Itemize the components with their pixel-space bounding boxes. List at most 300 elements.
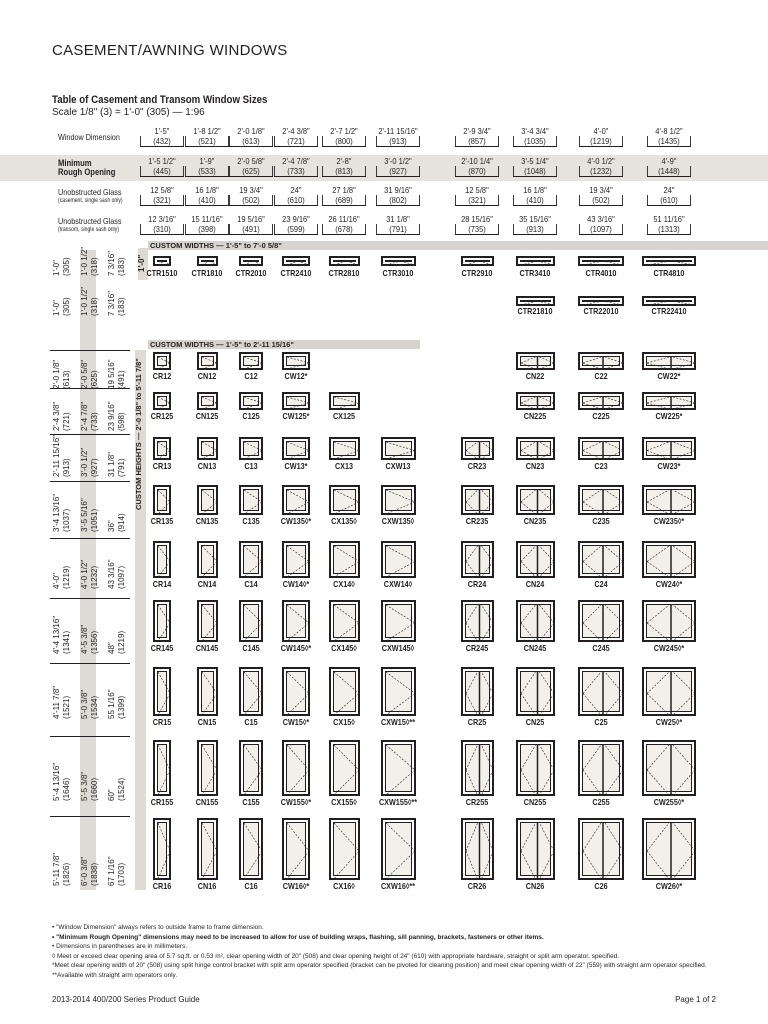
sash-operation-lines [518,820,557,882]
swing-line [521,745,536,770]
window-unit [578,600,624,642]
window-unit [329,485,360,515]
swing-line [605,397,623,403]
window-label: CW23* [657,461,681,471]
swing-line [158,261,164,265]
window-label: CX145◊ [331,643,357,653]
swing-line [158,851,170,879]
window-label: CN13 [197,461,217,471]
dimension-label: 1'-0" [52,260,61,276]
row-label-unob-casement [58,188,123,206]
sash-operation-lines [383,258,418,268]
window-label: CN135 [195,516,219,526]
window-label: C155 [242,797,260,807]
dimension-label: 23 9/16" [107,401,116,431]
window-label: C225 [592,411,610,421]
dimension-label: 5'-11 7/8" [52,852,61,886]
row-divider [50,538,130,539]
swing-line [466,261,480,265]
window-label: CW125* [282,411,310,421]
swing-line [583,672,601,694]
header-cell [579,214,623,235]
swing-line [605,502,623,514]
header-value: 19 3/4" [589,185,613,195]
window-label: CTR2010 [235,268,267,278]
row-divider [50,663,130,664]
header-metric: (445) [140,166,184,177]
dimension-label: (1219) [117,630,126,654]
sash-operation-lines [155,439,173,462]
window-unit [642,352,696,370]
swing-line [386,770,415,795]
swing-line [202,823,217,851]
sash-operation-lines [331,820,362,882]
header-cell [229,185,273,206]
swing-line [334,442,359,451]
window-label: CR24 [467,579,487,589]
footer-right: Page 1 of 2 [675,995,716,1004]
swing-line [521,562,536,578]
window-label: CTR2410 [280,268,312,278]
swing-line [287,672,309,694]
swing-line [334,694,359,716]
swing-line [466,562,478,578]
swing-line [244,261,253,265]
sash-operation-lines [383,669,418,718]
header-metric: (735) [455,224,499,235]
window-unit [153,437,171,460]
swing-line [605,442,623,451]
swing-line [287,403,309,409]
window-label: C125 [242,411,260,421]
dimension-label: 4'-0" [52,573,61,589]
row-divider [50,598,130,599]
window-unit [381,600,416,642]
row-label-unob-transom [58,217,121,235]
header-metric: (927) [376,166,420,177]
window-unit [381,541,416,578]
sash-operation-lines [463,439,496,462]
window-unit [329,437,360,460]
sash-operation-lines [518,602,557,644]
sash-operation-lines [284,354,312,372]
sash-operation-lines [644,258,698,268]
header-cell [229,156,273,177]
header-metric: (533) [185,166,229,177]
dimension-label: (183) [117,297,126,316]
header-cell [376,126,420,147]
swing-line [673,745,695,770]
swing-line [202,770,217,795]
window-unit [197,600,218,642]
swing-line [481,823,493,851]
header-value: 24" [663,185,675,195]
header-metric: (802) [376,195,420,206]
swing-line [583,770,601,795]
swing-line [647,546,669,562]
sash-operation-lines [463,669,496,718]
swing-line [158,745,170,770]
swing-line [647,672,669,694]
dimension-label: (913) [62,458,71,477]
window-label: C23 [594,461,608,471]
row-label-unob-transom-text: Unobstructed Glass [58,216,122,226]
swing-line [334,502,359,514]
window-label: CTR2910 [461,268,493,278]
swing-line [287,623,309,641]
header-metric: (1313) [647,224,691,235]
header-value: 2'-9 3/4" [463,126,491,136]
table-title: Table of Casement and Transom Window Sizes [52,94,268,106]
window-label: CTR3410 [519,268,551,278]
window-unit [197,256,218,266]
header-value: 3'-4 3/4" [521,126,549,136]
swing-line [539,623,554,641]
row-label-min-rough: Minimum Rough Opening [58,158,116,177]
window-unit [282,392,310,410]
row-divider [50,736,130,737]
swing-line [244,623,262,641]
swing-line [202,451,217,460]
window-unit [197,352,218,370]
window-unit [239,437,263,460]
sash-operation-lines [199,487,220,517]
swing-line [334,823,359,851]
swing-line [521,623,536,641]
window-unit [329,392,360,410]
swing-line [334,605,359,623]
header-metric: (800) [322,136,366,147]
window-label: CX125 [332,411,356,421]
sash-operation-lines [241,258,265,268]
swing-line [386,745,415,770]
header-metric: (521) [185,136,229,147]
swing-line [583,502,601,514]
swing-line [583,261,603,265]
window-label: CN15 [197,717,217,727]
custom-widths-1: CUSTOM WIDTHS — 1'-5" to 7'-0 5/8" [148,241,768,250]
swing-line [647,403,669,409]
window-unit [461,600,494,642]
swing-line [202,502,217,514]
sash-operation-lines [463,258,496,268]
header-cell [579,185,623,206]
header-cell [185,156,229,177]
swing-line [539,562,554,578]
window-unit [642,541,696,578]
row-divider [50,388,130,389]
window-label: CR145 [150,643,174,653]
swing-line [466,694,478,716]
header-cell [274,185,318,206]
swing-line [202,745,217,770]
header-cell [455,214,499,235]
swing-line [673,605,695,623]
swing-line [583,397,601,403]
swing-line [158,451,170,460]
swing-line [583,490,601,502]
header-value: 1'-8 1/2" [193,126,221,136]
swing-line [244,823,262,851]
window-label: CR23 [467,461,487,471]
swing-line [583,694,601,716]
header-metric: (599) [274,224,318,235]
sash-operation-lines [241,439,265,462]
swing-line [287,694,309,716]
window-unit [239,818,263,880]
dimension-label: (733) [90,412,99,431]
window-unit [381,256,416,266]
swing-line [244,694,262,716]
swing-line [334,546,359,562]
window-label: C14 [244,579,258,589]
header-value: 26 11/16" [328,214,360,224]
dimension-label: 4'-5 3/8" [80,624,89,654]
row-divider [50,350,130,351]
window-label: CTR2810 [328,268,360,278]
header-metric: (857) [455,136,499,147]
swing-line [647,623,669,641]
swing-line [521,672,536,694]
window-label: CW16◊* [282,881,310,891]
sash-operation-lines [644,742,698,798]
sash-operation-lines [580,394,626,412]
swing-line [521,451,536,460]
sash-operation-lines [199,602,220,644]
swing-line [605,605,623,623]
dimension-label: 6'-0 3/8" [80,856,89,886]
window-unit [642,256,696,266]
window-unit [381,818,416,880]
window-unit [282,667,310,716]
header-metric: (398) [185,224,229,235]
swing-line [647,357,669,363]
window-unit [461,541,494,578]
window-unit [578,437,624,460]
window-unit [329,600,360,642]
window-unit [516,818,555,880]
window-unit [578,740,624,796]
dimension-label: (1703) [117,862,126,886]
swing-line [334,745,359,770]
swing-line [537,261,554,265]
window-unit [461,667,494,716]
window-unit [516,541,555,578]
window-label: CN235 [523,516,547,526]
window-label: CX155◊ [331,797,357,807]
window-label: CW24◊* [655,579,683,589]
sash-operation-lines [155,742,173,798]
header-metric: (610) [274,195,318,206]
swing-line [481,562,493,578]
sash-operation-lines [383,439,418,462]
swing-line [386,261,401,265]
swing-line [583,823,601,851]
header-value: 19 5/16" [237,214,265,224]
dimension-label: (1232) [90,565,99,589]
window-label: CR14 [152,579,172,589]
swing-line [287,451,309,460]
swing-line [202,363,217,369]
sash-operation-lines [199,258,220,268]
swing-line [386,694,415,716]
swing-line [481,623,493,641]
dimension-label: (1826) [62,862,71,886]
window-unit [197,437,218,460]
header-metric: (733) [274,166,318,177]
header-cell [647,214,691,235]
dimension-label: 31 1/8" [107,451,116,477]
window-unit [578,667,624,716]
swing-line [521,363,536,369]
swing-line [158,442,170,451]
sash-operation-lines [241,543,265,580]
header-cell [274,126,318,147]
swing-line [287,546,309,562]
swing-line [386,502,415,514]
header-cell [455,185,499,206]
sash-operation-lines [580,669,626,718]
dimension-label: (721) [62,412,71,431]
swing-line [346,261,359,265]
window-unit [642,818,696,880]
swing-line [202,605,217,623]
swing-line [466,605,478,623]
header-cell [140,185,184,206]
swing-line [287,502,309,514]
swing-line [673,672,695,694]
header-cell [455,156,499,177]
swing-line [466,851,478,879]
swing-line [583,451,601,460]
sash-operation-lines [518,669,557,718]
swing-line [647,397,669,403]
swing-line [647,490,669,502]
footer-left: 2013-2014 400/200 Series Product Guide [52,995,200,1004]
swing-line [158,605,170,623]
swing-line [521,502,536,514]
sash-operation-lines [383,602,418,644]
swing-line [202,694,217,716]
window-unit [239,256,263,266]
window-unit [153,256,171,266]
header-metric: (791) [376,224,420,235]
swing-line [244,605,262,623]
swing-line [287,442,309,451]
swing-line [386,442,415,451]
dimension-label: (491) [117,370,126,389]
swing-line [287,397,309,403]
window-label: CR16 [152,881,172,891]
header-value: 4'-0" [593,126,609,136]
dimension-label: 1'-0 1/2" [80,286,89,316]
swing-line [583,301,603,305]
swing-line [647,605,669,623]
row-label-unob-casement-text: Unobstructed Glass [58,187,122,197]
header-cell [322,156,366,177]
swing-line [673,770,695,795]
swing-line [202,490,217,502]
window-label: CN24 [525,579,545,589]
sash-operation-lines [155,602,173,644]
swing-line [647,823,669,851]
swing-line [466,490,478,502]
dimension-label: 3'-5 5/16" [80,498,89,532]
header-value: 2'-0 5/8" [237,156,265,166]
window-unit [239,485,263,515]
swing-line [466,451,478,460]
window-unit [282,818,310,880]
header-value: 1'-9" [199,156,215,166]
sash-operation-lines [331,669,362,718]
swing-line [158,357,170,363]
sash-operation-lines [644,354,698,372]
window-label: CR255 [465,797,489,807]
window-unit [516,600,555,642]
header-cell [579,126,623,147]
header-value: 12 5/8" [465,185,489,195]
window-unit [329,740,360,796]
swing-line [466,623,478,641]
footnote: ◊ Meet or exceed clear opening area of 5.7 sq.ft. or 0.53 m², clear opening width of 20" (508) and clear opening height of 24" (610) with appropriate hardware, straight or split arm operator, specified. [52,952,620,960]
sash-operation-lines [331,543,362,580]
dimension-label: 43 3/16" [107,559,116,589]
window-unit [516,352,555,370]
swing-line [671,301,695,305]
window-unit [578,392,624,410]
header-value: 35 15/16" [519,214,551,224]
window-label: CXW145◊ [381,643,415,653]
swing-line [466,546,478,562]
swing-line [673,562,695,578]
window-label: CX135◊ [331,516,357,526]
header-cell [376,185,420,206]
swing-line [244,357,262,363]
header-value: 16 1/8" [195,185,219,195]
swing-line [647,694,669,716]
swing-line [466,502,478,514]
window-unit [239,600,263,642]
header-value: 16 1/8" [523,185,547,195]
swing-line [605,363,623,369]
window-label: CN125 [195,411,219,421]
sash-operation-lines [644,820,698,882]
swing-line [603,301,623,305]
dimension-label: 7 3/16" [107,290,116,316]
header-metric: (310) [140,224,184,235]
swing-line [287,261,298,265]
sash-operation-lines [199,669,220,718]
header-cell [376,214,420,235]
swing-line [244,403,262,409]
sash-operation-lines [644,487,698,517]
swing-line [287,562,309,578]
swing-line [202,442,217,451]
window-unit [282,740,310,796]
swing-line [386,546,415,562]
swing-line [605,745,623,770]
sash-operation-lines [284,602,312,644]
header-value: 2'-8" [336,156,352,166]
dimension-label: (1534) [90,695,99,719]
swing-line [647,502,669,514]
swing-line [539,403,554,409]
header-cell [274,156,318,177]
window-unit [197,485,218,515]
sash-operation-lines [580,742,626,798]
swing-line [539,357,554,363]
header-value: 31 9/16" [384,185,412,195]
